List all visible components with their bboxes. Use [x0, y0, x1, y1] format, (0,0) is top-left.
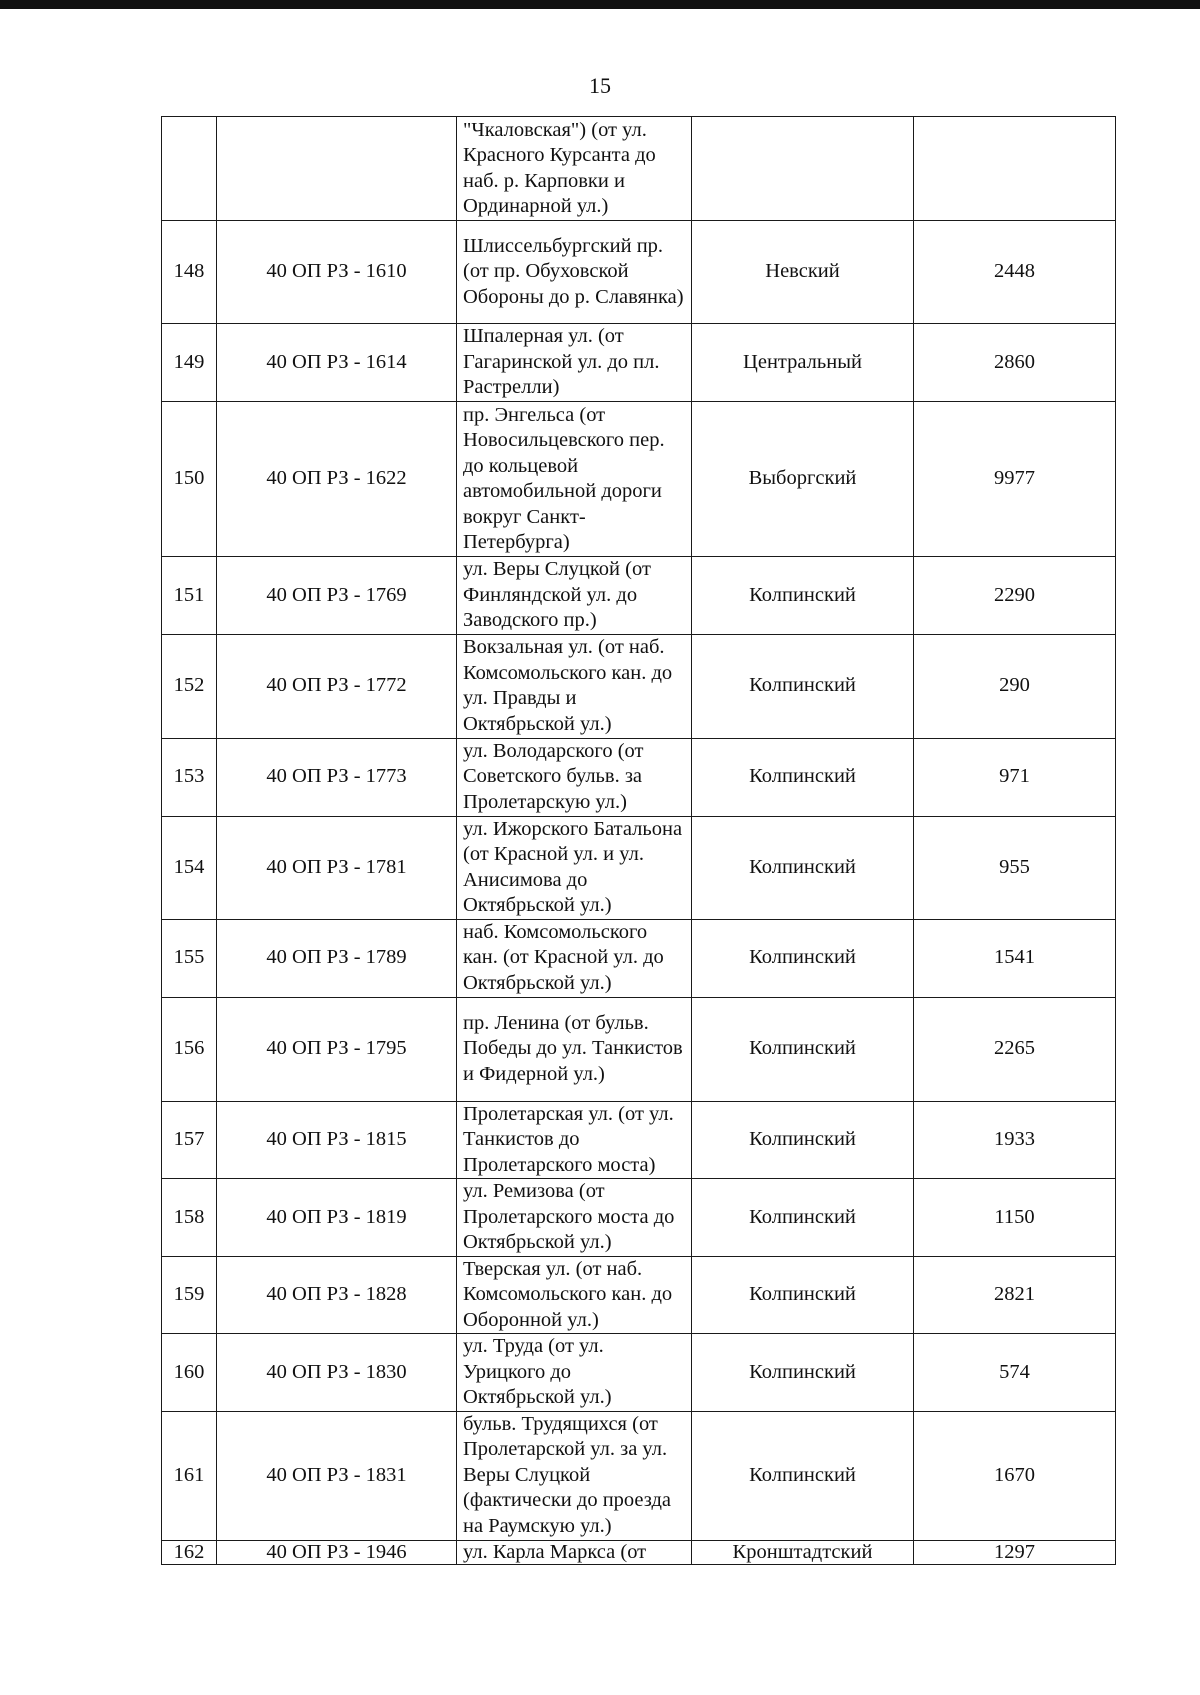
road-code: 40 ОП РЗ - 1622: [217, 402, 457, 557]
road-description: ул. Карла Маркса (от: [457, 1540, 692, 1564]
road-description: пр. Ленина (от бульв. Победы до ул. Танкистов и Фидерной ул.): [457, 997, 692, 1101]
district: Невский: [692, 221, 914, 324]
district: Колпинский: [692, 634, 914, 738]
road-length: 290: [914, 634, 1116, 738]
table-row: [162, 816, 1116, 919]
district: Выборгский: [692, 402, 914, 557]
road-length: 9977: [914, 402, 1116, 557]
table-row: [162, 738, 1116, 816]
table-row: [162, 1334, 1116, 1412]
road-description: Пролетарская ул. (от ул. Танкистов до Пролетарского моста): [457, 1101, 692, 1179]
district: Колпинский: [692, 997, 914, 1101]
scan-top-edge: [0, 0, 1200, 9]
row-number: 155: [162, 919, 217, 997]
row-number: 160: [162, 1334, 217, 1412]
road-length: 1670: [914, 1411, 1116, 1540]
row-number: 158: [162, 1179, 217, 1257]
road-length: 955: [914, 816, 1116, 919]
road-code: 40 ОП РЗ - 1946: [217, 1540, 457, 1564]
road-code: 40 ОП РЗ - 1769: [217, 557, 457, 635]
row-number: 148: [162, 221, 217, 324]
road-code: [217, 117, 457, 221]
road-length: 2265: [914, 997, 1116, 1101]
table-row: [162, 997, 1116, 1101]
district: Колпинский: [692, 1179, 914, 1257]
road-length: 574: [914, 1334, 1116, 1412]
district: Колпинский: [692, 557, 914, 635]
table-row: [162, 557, 1116, 635]
row-number: 162: [162, 1540, 217, 1564]
road-length: 2821: [914, 1256, 1116, 1334]
district: [692, 117, 914, 221]
table-row: [162, 402, 1116, 557]
row-number: 154: [162, 816, 217, 919]
table-row: [162, 221, 1116, 324]
district: Колпинский: [692, 816, 914, 919]
table-row: [162, 919, 1116, 997]
road-length: [914, 117, 1116, 221]
table-row: [162, 1101, 1116, 1179]
district: Колпинский: [692, 1411, 914, 1540]
district: Колпинский: [692, 1334, 914, 1412]
road-description: "Чкаловская") (от ул. Красного Курсанта до наб. р. Карповки и Ординарной ул.): [457, 117, 692, 221]
road-length: 2290: [914, 557, 1116, 635]
road-description: ул. Володарского (от Советского бульв. за Пролетарскую ул.): [457, 738, 692, 816]
row-number: 152: [162, 634, 217, 738]
district: Колпинский: [692, 1256, 914, 1334]
road-description: ул. Ремизова (от Пролетарского моста до Октябрьской ул.): [457, 1179, 692, 1257]
road-code: 40 ОП РЗ - 1819: [217, 1179, 457, 1257]
row-number: 149: [162, 324, 217, 402]
road-description: ул. Ижорского Батальона (от Красной ул. и ул. Анисимова до Октябрьской ул.): [457, 816, 692, 919]
table-row: [162, 1256, 1116, 1334]
table-row: [162, 1540, 1116, 1564]
road-length: 2448: [914, 221, 1116, 324]
road-code: 40 ОП РЗ - 1795: [217, 997, 457, 1101]
page-number: 15: [589, 73, 611, 98]
road-description: ул. Труда (от ул. Урицкого до Октябрьской ул.): [457, 1334, 692, 1412]
road-length: 1150: [914, 1179, 1116, 1257]
road-description: бульв. Трудящихся (от Пролетарской ул. за ул. Веры Слуцкой (фактически до проезда на Раумскую ул.): [457, 1411, 692, 1540]
road-code: 40 ОП РЗ - 1831: [217, 1411, 457, 1540]
road-code: 40 ОП РЗ - 1614: [217, 324, 457, 402]
row-number: 153: [162, 738, 217, 816]
road-code: 40 ОП РЗ - 1773: [217, 738, 457, 816]
row-number: 156: [162, 997, 217, 1101]
row-number: 150: [162, 402, 217, 557]
road-description: наб. Комсомольского кан. (от Красной ул. до Октябрьской ул.): [457, 919, 692, 997]
district: Колпинский: [692, 738, 914, 816]
table-row: [162, 1411, 1116, 1540]
road-length: 1297: [914, 1540, 1116, 1564]
district: Колпинский: [692, 1101, 914, 1179]
road-length: 971: [914, 738, 1116, 816]
road-description: пр. Энгельса (от Новосильцевского пер. до кольцевой автомобильной дороги вокруг Санкт-Петербурга): [457, 402, 692, 557]
district: Центральный: [692, 324, 914, 402]
road-description: Шлиссельбургский пр. (от пр. Обуховской Обороны до р. Славянка): [457, 221, 692, 324]
road-code: 40 ОП РЗ - 1815: [217, 1101, 457, 1179]
district: Колпинский: [692, 919, 914, 997]
road-code: 40 ОП РЗ - 1828: [217, 1256, 457, 1334]
road-code: 40 ОП РЗ - 1781: [217, 816, 457, 919]
road-length: 2860: [914, 324, 1116, 402]
district: Кронштадтский: [692, 1540, 914, 1564]
row-number: 157: [162, 1101, 217, 1179]
row-number: 159: [162, 1256, 217, 1334]
road-description: Вокзальная ул. (от наб. Комсомольского кан. до ул. Правды и Октябрьской ул.): [457, 634, 692, 738]
table-row: [162, 117, 1116, 221]
road-description: ул. Веры Слуцкой (от Финляндской ул. до Заводского пр.): [457, 557, 692, 635]
road-description: Шпалерная ул. (от Гагаринской ул. до пл. Растрелли): [457, 324, 692, 402]
road-description: Тверская ул. (от наб. Комсомольского кан. до Оборонной ул.): [457, 1256, 692, 1334]
road-length: 1541: [914, 919, 1116, 997]
road-code: 40 ОП РЗ - 1610: [217, 221, 457, 324]
table-row: [162, 634, 1116, 738]
table-row: [162, 1179, 1116, 1257]
row-number: 151: [162, 557, 217, 635]
roads-table: [161, 116, 1116, 1565]
road-code: 40 ОП РЗ - 1830: [217, 1334, 457, 1412]
row-number: 161: [162, 1411, 217, 1540]
road-code: 40 ОП РЗ - 1789: [217, 919, 457, 997]
row-number: [162, 117, 217, 221]
road-code: 40 ОП РЗ - 1772: [217, 634, 457, 738]
road-length: 1933: [914, 1101, 1116, 1179]
table-row: [162, 324, 1116, 402]
